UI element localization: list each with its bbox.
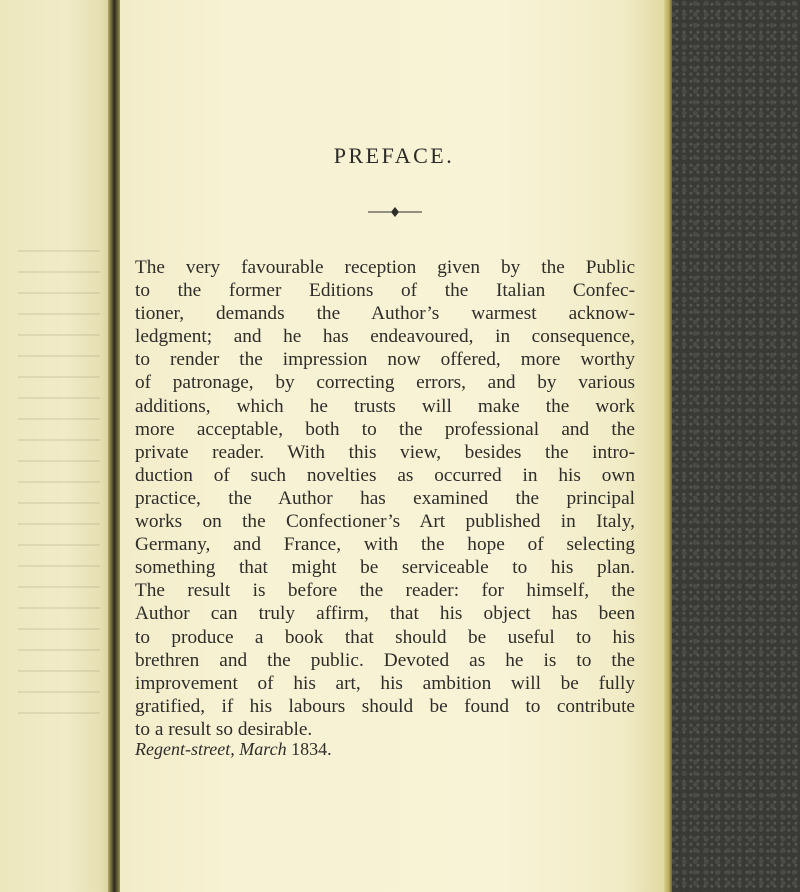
body-line: tioner, demands the Author’s warmest acknow- — [135, 303, 635, 325]
body-line: to render the impression now offered, more worthy — [135, 349, 635, 371]
body-line: ledgment; and he has endeavoured, in consequence, — [135, 326, 635, 348]
signature-place: Regent-street, March — [135, 739, 287, 759]
signature-year: 1834. — [291, 739, 332, 759]
body-line: of patronage, by correcting errors, and by various — [135, 372, 635, 394]
diamond-rule-ornament — [368, 205, 422, 219]
body-line: to the former Editions of the Italian Confec- — [135, 280, 635, 302]
page-title: PREFACE. — [333, 143, 455, 168]
body-line: to a result so desirable. — [135, 718, 313, 740]
signature-line — [135, 739, 332, 760]
facing-page — [0, 0, 118, 892]
body-line: The very favourable reception given by the Public — [135, 257, 635, 278]
body-line: brethren and the public. Devoted as he is to the — [135, 649, 635, 671]
preface-body — [135, 256, 635, 741]
body-line: duction of such novelties as occurred in his own — [135, 464, 635, 486]
body-line: The result is before the reader: for himself, the — [135, 580, 635, 602]
body-line: works on the Confectioner’s Art published in Italy, — [135, 511, 635, 533]
body-line: additions, which he trusts will make the work — [135, 395, 635, 417]
body-line: private reader. With this view, besides the intro- — [135, 441, 635, 463]
body-line: something that might be serviceable to his plan. — [135, 557, 635, 579]
body-line: improvement of his art, his ambition will be fully — [135, 672, 635, 694]
page-edge — [664, 0, 672, 892]
body-line: Author can truly affirm, that his object has been — [135, 603, 635, 625]
body-line: practice, the Author has examined the principal — [135, 487, 635, 509]
body-line: more acceptable, both to the professional and the — [135, 418, 635, 440]
bleed-through-text — [18, 250, 100, 720]
body-line: to produce a book that should be useful to his — [135, 626, 635, 648]
body-line: Germany, and France, with the hope of selecting — [135, 534, 635, 556]
body-line: gratified, if his labours should be found to contribute — [135, 695, 635, 717]
